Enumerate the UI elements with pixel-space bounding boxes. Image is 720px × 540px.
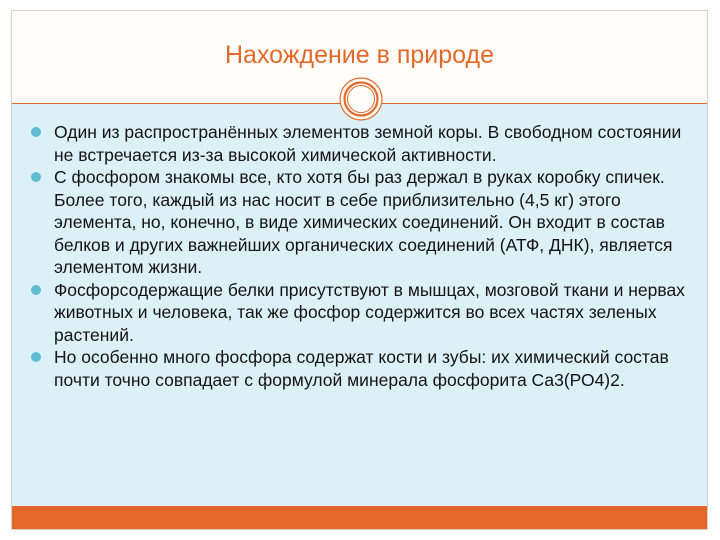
- bullet-text: Один из распространённых элементов земной коры. В свободном состоянии не встречается из-за высокой химической активности.: [54, 122, 682, 165]
- bullet-item: [28, 279, 698, 347]
- bullet-dot-icon: [31, 352, 41, 362]
- circle-ornament-icon: [339, 77, 383, 121]
- bullet-dot-icon: [31, 172, 41, 182]
- bullet-list: [28, 121, 698, 391]
- slide-title: Нахождение в природе: [224, 41, 495, 69]
- bullet-item: [28, 166, 698, 279]
- bullet-item: [28, 121, 698, 166]
- bullet-text: Фосфорсодержащие белки присутствуют в мышцах, мозговой ткани и нервах животных и человека, так же фосфор содержится во всех частях зеленых растений.: [54, 279, 685, 345]
- footer-bar: [12, 506, 707, 529]
- bullet-dot-icon: [31, 285, 41, 295]
- bullet-text: С фосфором знакомы все, кто хотя бы раз держал в руках коробку спичек. Более того, каждый из нас носит в себе приблизительно (4,5 кг) этого элемента, но, конечно, в виде химических соединений. Он входит в состав белков и других важнейших органических соединений (АТФ, ДНК), является элементом жизни.: [54, 167, 673, 277]
- bullet-item: [28, 346, 698, 391]
- bullet-text: Но особенно много фосфора содержат кости и зубы: их химический состав почти точно совпадает с формулой минерала фосфорита Са3(РО4)2.: [54, 347, 669, 390]
- bullet-dot-icon: [31, 127, 41, 137]
- slide: [11, 10, 708, 530]
